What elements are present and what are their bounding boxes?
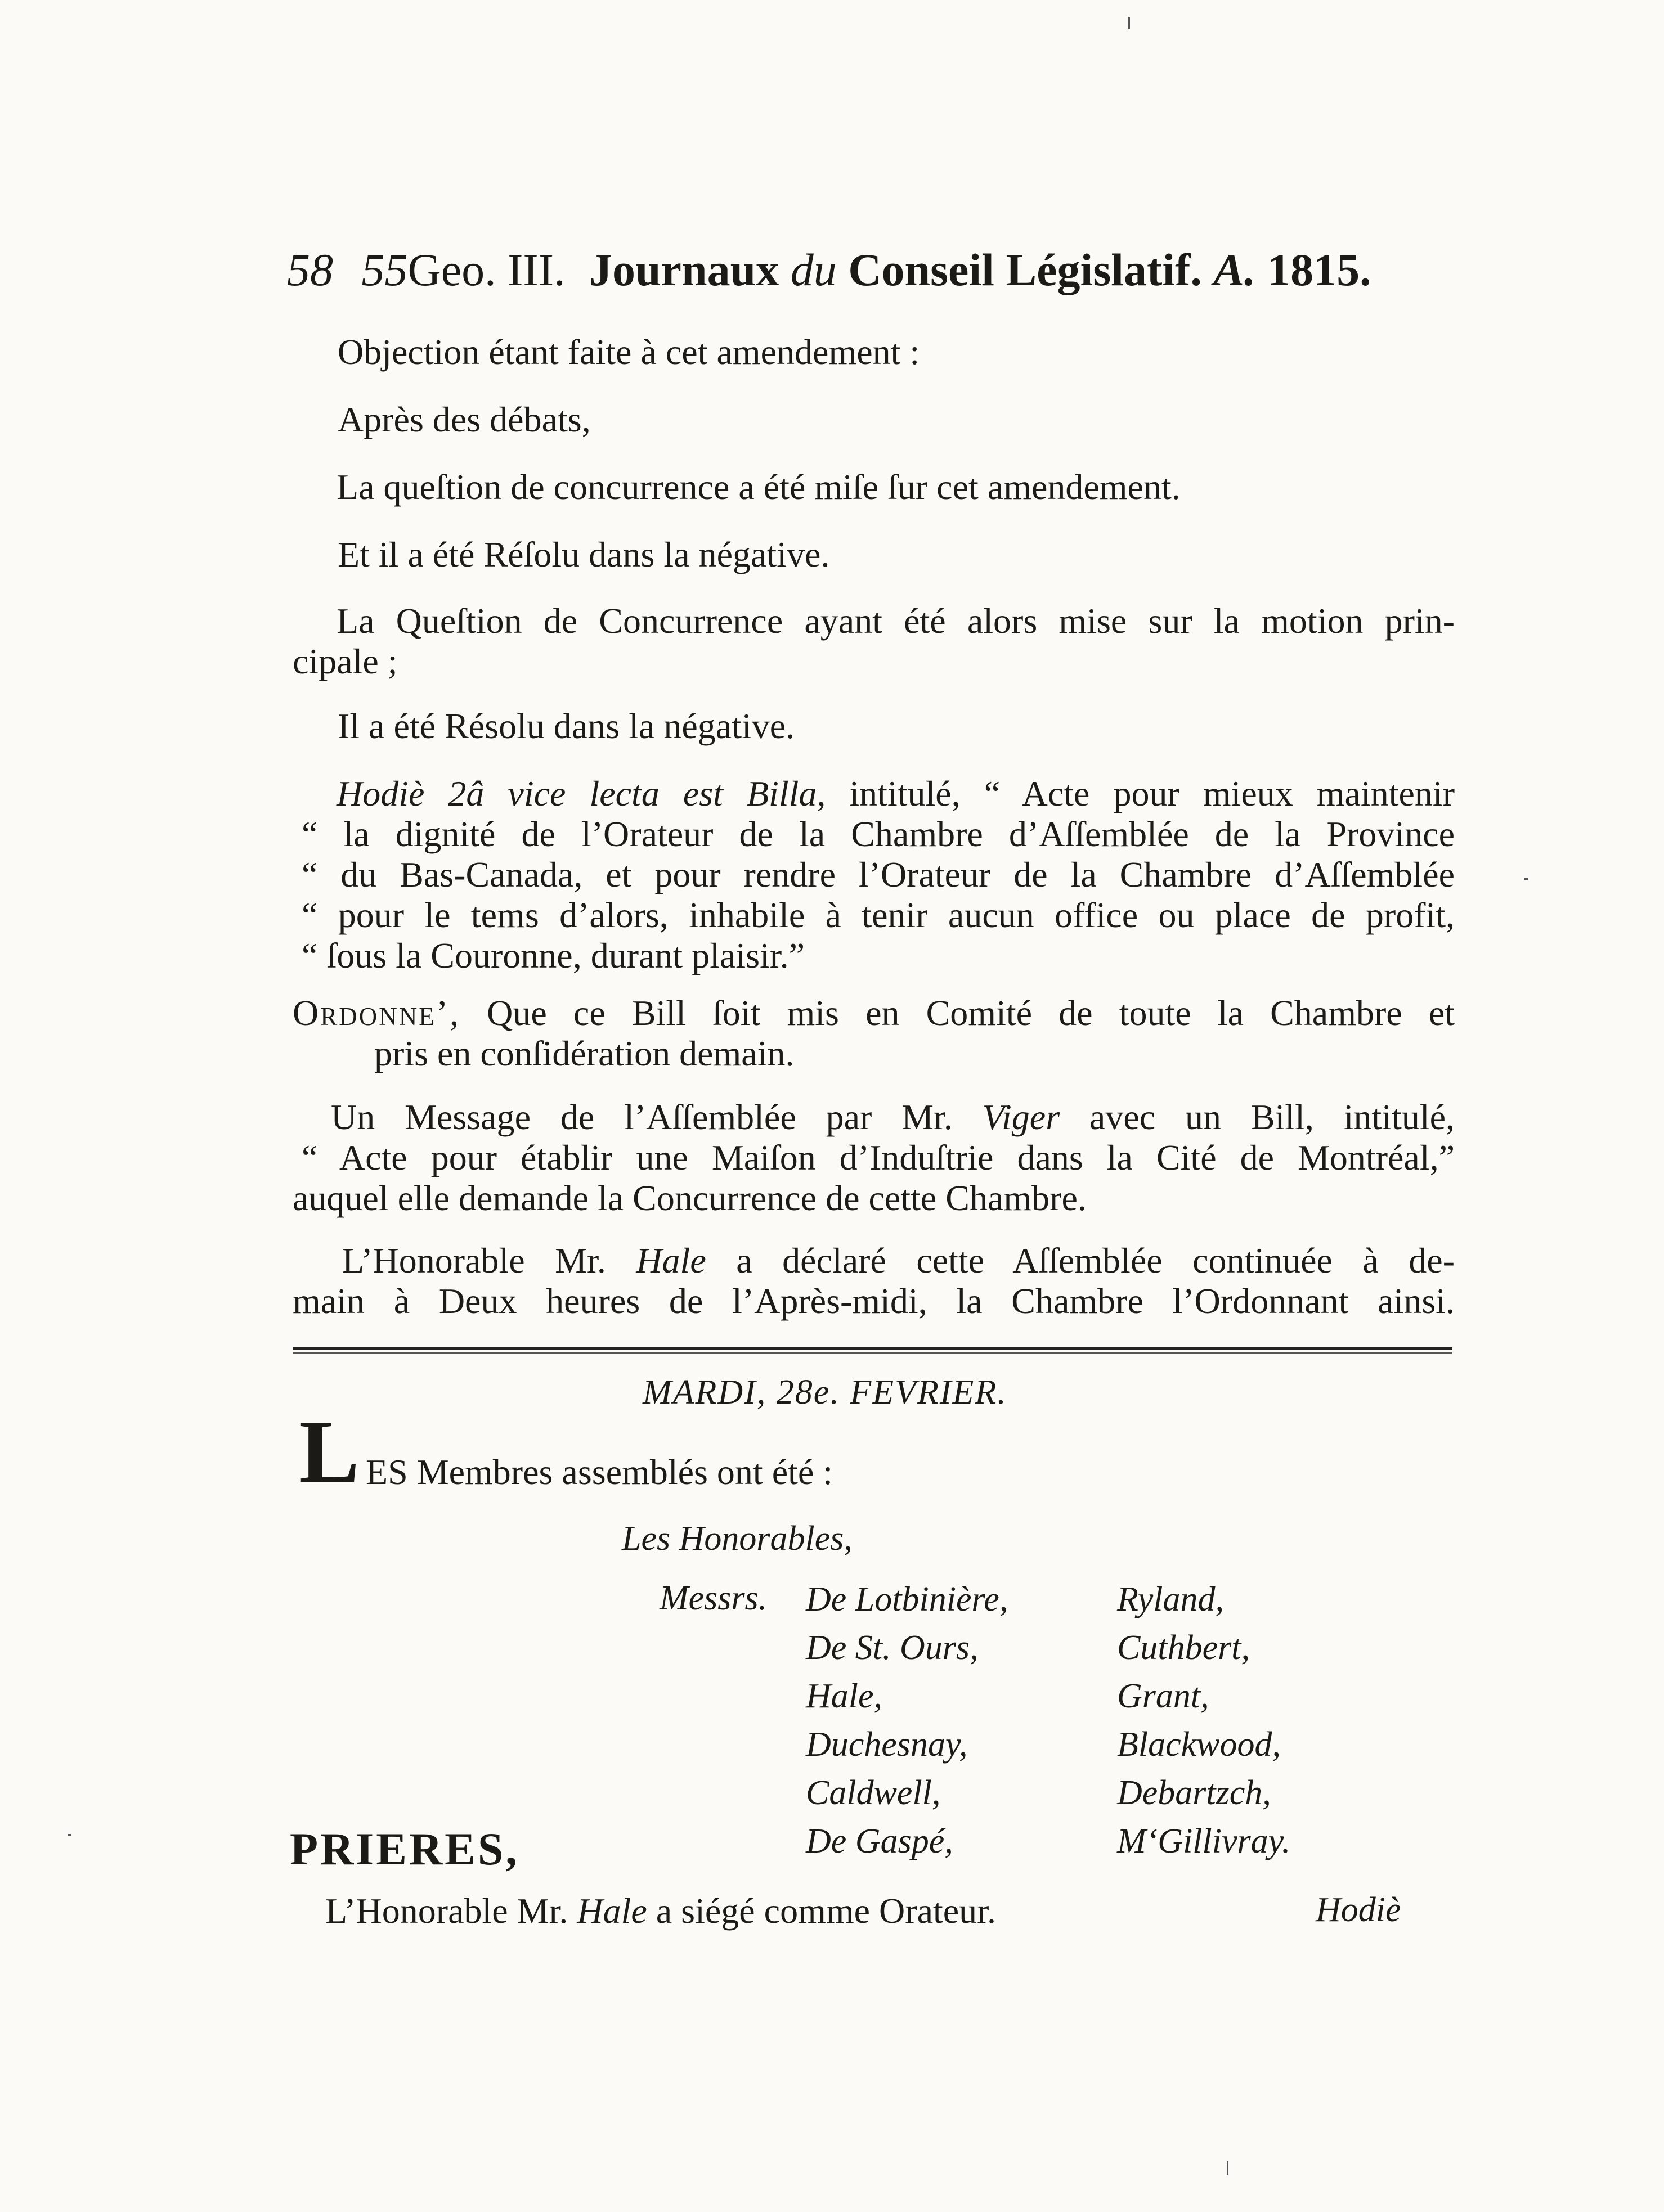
message-line-1-a: Un Message de l’Aſſemblée par Mr. [331,1097,983,1137]
bill-line-1 [293,774,1455,814]
motion-line-1: La Queſtion de Concurrence ayant été alors mise sur la motion prin- [337,601,1455,641]
scan-speck [68,1834,71,1836]
paragraph-ajournement [293,1240,1455,1321]
message-line-2: “ Acte pour établir une Maiſon d’Induſtrie dans la Cité de Montréal,” [302,1138,1455,1177]
ordonne-line-1-rest: Que ce Bill ſoit mis en Comité de toute la Chambre et [460,993,1455,1033]
section-rule-thin [293,1352,1452,1354]
header-year: 1815. [1267,244,1371,295]
paragraph-resolu-negative-2: Il a été Résolu dans la négative. [338,706,795,746]
drop-cap: L [299,1401,360,1501]
member-name: Blackwood, [1117,1725,1281,1764]
prieres-heading: PRIERES, [290,1823,519,1874]
bill-line-3: “ du Bas-Canada, et pour rendre l’Orateur de la Chambre d’Aſſemblée [302,855,1455,894]
scan-speck [1227,2161,1228,2175]
orateur-line [325,1890,996,1932]
bill-line-4: “ pour le tems d’alors, inhabile à tenir aucun office ou place de profit, [302,895,1455,935]
paragraph-apres-debats: Après des débats, [338,399,591,439]
conseil-label: Conseil Législatif. [848,244,1202,295]
running-header [287,242,1457,298]
orateur-line-a: L’Honorable Mr. [325,1891,577,1931]
scan-speck [1128,17,1130,29]
bill-latin-phrase: Hodiè 2â vice lecta est Billa, [337,774,826,813]
bill-line-2: “ la dignité de l’Orateur de la Chambre d’Aſſemblée de la Province [302,814,1455,854]
member-name: Duchesnay, [806,1725,968,1764]
paragraph-message [293,1097,1455,1219]
regnal-year: 55 [361,244,408,295]
scan-speck [1524,878,1528,880]
member-name: De Gaspé, [806,1822,953,1860]
paragraph-motion-principale [293,601,1455,682]
member-name: Caldwell, [806,1774,941,1812]
honorables-label: Les Honorables, [622,1519,853,1558]
geo-label: Geo. III. [407,244,566,295]
section-rule [293,1347,1452,1350]
paragraph-bill-orateur [293,774,1455,976]
ajournement-line-1-b: a déclaré cette Aſſemblée continuée à de- [706,1240,1455,1280]
members-intro: ES Membres assemblés ont été : [366,1452,833,1492]
hale-name: Hale [636,1240,706,1280]
member-name: Grant, [1117,1677,1209,1715]
session-date: MARDI, 28e. FEVRIER. [643,1373,1007,1411]
journaux-label: Journaux [589,244,779,295]
member-name: De St. Ours, [806,1629,979,1667]
ordonne-word: Ordonne’, [293,993,461,1033]
ordonne-line-2: pris en conſidération demain. [374,1033,795,1073]
viger-name: Viger [982,1097,1060,1137]
ordonne-line-1 [293,993,1455,1033]
member-name: Hale, [806,1677,883,1715]
motion-line-2: cipale ; [293,641,398,681]
paragraph-ordonne [293,993,1455,1074]
members-column-1 [806,1575,1008,1865]
hale-name-2: Hale [577,1891,647,1931]
paragraph-objection: Objection étant faite à cet amendement : [338,332,920,372]
member-name: Debartzch, [1117,1774,1271,1812]
catchword: Hodiè [1316,1891,1401,1929]
ajournement-line-1 [293,1240,1455,1281]
ajournement-line-1-a: L’Honorable Mr. [342,1240,636,1280]
member-name: Ryland, [1117,1580,1224,1618]
bill-line-1-rest: intitulé, “ Acte pour mieux maintenir [826,774,1455,813]
ajournement-line-2: main à Deux heures de l’Après-midi, la Chambre l’Ordonnant ainsi. [293,1281,1455,1321]
page-number: 58 [287,244,333,295]
message-line-1-b: avec un Bill, intitulé, [1060,1097,1455,1137]
a-label: A. [1213,244,1256,295]
orateur-line-b: a siégé comme Orateur. [647,1891,996,1931]
message-line-3: auquel elle demande la Concurrence de cette Chambre. [293,1178,1087,1218]
member-name: M‘Gillivray. [1117,1822,1291,1860]
message-line-1 [293,1097,1455,1138]
member-name: Cuthbert, [1117,1629,1250,1667]
member-name: De Lotbinière, [806,1580,1008,1618]
bill-line-5: “ ſous la Couronne, durant plaisir.” [302,936,805,975]
messrs-label: Messrs. [660,1579,768,1617]
members-column-2 [1117,1575,1290,1865]
paragraph-resolu-negative-1: Et il a été Réſolu dans la négative. [338,534,830,574]
du-label: du [790,244,837,295]
paragraph-question-amendement: La queſtion de concurrence a été miſe ſur cet amendement. [337,467,1181,507]
